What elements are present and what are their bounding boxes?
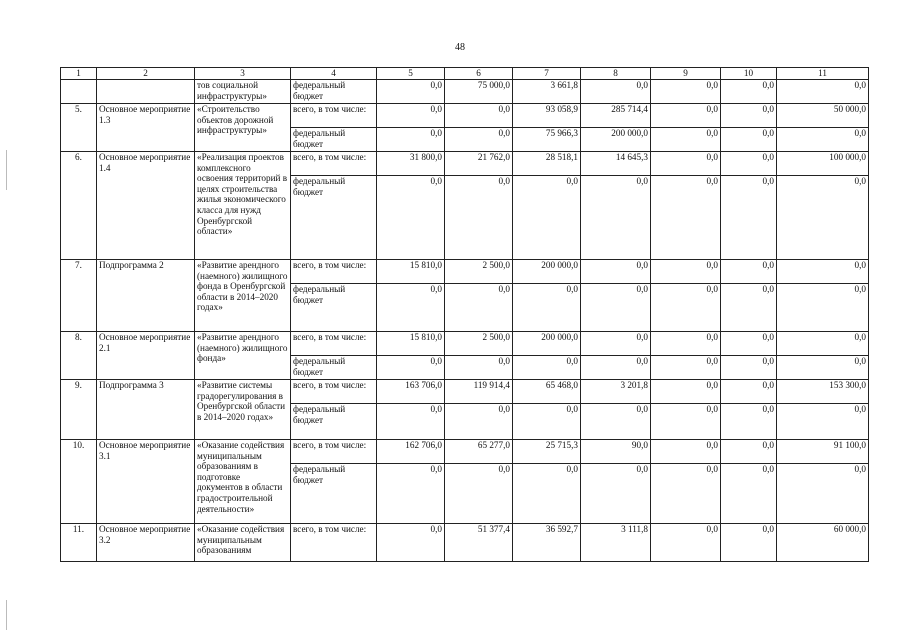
amount-cell: 0,0	[581, 404, 651, 440]
amount-cell: 0,0	[721, 284, 777, 332]
amount-cell: 0,0	[721, 152, 777, 176]
amount-cell: 0,0	[651, 152, 721, 176]
amount-cell: 0,0	[581, 464, 651, 524]
amount-cell: 0,0	[377, 404, 445, 440]
amount-cell: 0,0	[721, 356, 777, 380]
row-number: 6.	[61, 152, 97, 260]
amount-cell: 0,0	[651, 260, 721, 284]
column-header: 3	[195, 68, 291, 80]
amount-cell: 200 000,0	[581, 128, 651, 152]
amount-cell: 0,0	[651, 104, 721, 128]
amount-cell: 0,0	[777, 356, 869, 380]
amount-cell: 0,0	[445, 176, 513, 260]
amount-cell: 0,0	[445, 104, 513, 128]
funding-source: всего, в том числе:	[291, 260, 377, 284]
amount-cell: 0,0	[651, 524, 721, 562]
amount-cell: 2 500,0	[445, 260, 513, 284]
amount-cell: 50 000,0	[777, 104, 869, 128]
program-title: тов социальной инфраструктуры»	[195, 80, 291, 104]
amount-cell: 163 706,0	[377, 380, 445, 404]
table-row	[61, 332, 869, 356]
amount-cell: 0,0	[721, 524, 777, 562]
funding-source: всего, в том числе:	[291, 332, 377, 356]
program-name: Подпрограмма 3	[97, 380, 195, 440]
amount-cell: 200 000,0	[513, 260, 581, 284]
column-header: 4	[291, 68, 377, 80]
amount-cell: 0,0	[721, 464, 777, 524]
amount-cell: 119 914,4	[445, 380, 513, 404]
row-number: 7.	[61, 260, 97, 332]
amount-cell: 75 000,0	[445, 80, 513, 104]
amount-cell: 0,0	[651, 380, 721, 404]
amount-cell: 0,0	[777, 260, 869, 284]
amount-cell: 0,0	[581, 356, 651, 380]
column-header: 6	[445, 68, 513, 80]
amount-cell: 0,0	[777, 128, 869, 152]
page-number: 48	[455, 42, 465, 53]
amount-cell: 0,0	[721, 128, 777, 152]
table-row	[61, 152, 869, 176]
margin-mark	[6, 600, 7, 630]
table-row	[61, 440, 869, 464]
table-row	[61, 80, 869, 104]
funding-source: федеральный бюджет	[291, 356, 377, 380]
table-body	[61, 80, 869, 562]
amount-cell: 0,0	[777, 176, 869, 260]
amount-cell: 51 377,4	[445, 524, 513, 562]
amount-cell: 15 810,0	[377, 260, 445, 284]
row-number: 9.	[61, 380, 97, 440]
amount-cell: 0,0	[721, 404, 777, 440]
amount-cell: 0,0	[377, 128, 445, 152]
program-title: «Реализация проектов комплексного освоения территорий в целях строительства жилья экономического класса для нужд Оренбургской области»	[195, 152, 291, 260]
amount-cell: 0,0	[445, 404, 513, 440]
amount-cell: 0,0	[721, 104, 777, 128]
amount-cell: 91 100,0	[777, 440, 869, 464]
row-number	[61, 80, 97, 104]
program-title: «Оказание содействия муниципальным образованиям	[195, 524, 291, 562]
funding-source: всего, в том числе:	[291, 104, 377, 128]
amount-cell: 21 762,0	[445, 152, 513, 176]
amount-cell: 0,0	[513, 464, 581, 524]
amount-cell: 0,0	[721, 80, 777, 104]
amount-cell: 0,0	[513, 176, 581, 260]
table-row	[61, 380, 869, 404]
amount-cell: 0,0	[581, 260, 651, 284]
amount-cell: 0,0	[777, 332, 869, 356]
column-header: 11	[777, 68, 869, 80]
amount-cell: 3 111,8	[581, 524, 651, 562]
column-header: 1	[61, 68, 97, 80]
amount-cell: 14 645,3	[581, 152, 651, 176]
amount-cell: 0,0	[777, 404, 869, 440]
funding-source: всего, в том числе:	[291, 152, 377, 176]
funding-source: федеральный бюджет	[291, 176, 377, 260]
program-name: Основное мероприятие 1.3	[97, 104, 195, 152]
amount-cell: 0,0	[377, 80, 445, 104]
funding-source: федеральный бюджет	[291, 284, 377, 332]
amount-cell: 0,0	[513, 356, 581, 380]
funding-source: всего, в том числе:	[291, 440, 377, 464]
funding-source: федеральный бюджет	[291, 404, 377, 440]
amount-cell: 0,0	[581, 80, 651, 104]
program-title: «Развитие арендного (наемного) жилищного фонда в Оренбургской области в 2014–2020 годах»	[195, 260, 291, 332]
row-number: 10.	[61, 440, 97, 524]
program-name: Подпрограмма 2	[97, 260, 195, 332]
column-header: 2	[97, 68, 195, 80]
table-row	[61, 260, 869, 284]
amount-cell: 153 300,0	[777, 380, 869, 404]
funding-source: федеральный бюджет	[291, 80, 377, 104]
amount-cell: 31 800,0	[377, 152, 445, 176]
amount-cell: 0,0	[445, 284, 513, 332]
amount-cell: 36 592,7	[513, 524, 581, 562]
program-title: «Строительство объектов дорожной инфраструктуры»	[195, 104, 291, 152]
amount-cell: 0,0	[581, 332, 651, 356]
table-row	[61, 104, 869, 128]
funding-source: федеральный бюджет	[291, 464, 377, 524]
amount-cell: 90,0	[581, 440, 651, 464]
amount-cell: 0,0	[377, 524, 445, 562]
amount-cell: 0,0	[651, 464, 721, 524]
column-header: 10	[721, 68, 777, 80]
amount-cell: 0,0	[581, 176, 651, 260]
amount-cell: 0,0	[377, 104, 445, 128]
amount-cell: 2 500,0	[445, 332, 513, 356]
amount-cell: 60 000,0	[777, 524, 869, 562]
amount-cell: 25 715,3	[513, 440, 581, 464]
column-header: 7	[513, 68, 581, 80]
program-title: «Оказание содействия муниципальным образованиям в подготовке документов в области градостроительной деятельности»	[195, 440, 291, 524]
amount-cell: 0,0	[377, 284, 445, 332]
amount-cell: 0,0	[777, 80, 869, 104]
amount-cell: 75 966,3	[513, 128, 581, 152]
amount-cell: 0,0	[651, 176, 721, 260]
amount-cell: 0,0	[777, 464, 869, 524]
amount-cell: 100 000,0	[777, 152, 869, 176]
amount-cell: 200 000,0	[513, 332, 581, 356]
amount-cell: 28 518,1	[513, 152, 581, 176]
program-name: Основное мероприятие 3.2	[97, 524, 195, 562]
funding-source: федеральный бюджет	[291, 128, 377, 152]
funding-source: всего, в том числе:	[291, 380, 377, 404]
amount-cell: 0,0	[581, 284, 651, 332]
amount-cell: 0,0	[721, 440, 777, 464]
amount-cell: 0,0	[721, 176, 777, 260]
amount-cell: 0,0	[651, 404, 721, 440]
margin-mark	[6, 150, 7, 190]
amount-cell: 0,0	[445, 128, 513, 152]
amount-cell: 0,0	[377, 464, 445, 524]
amount-cell: 0,0	[777, 284, 869, 332]
column-header: 8	[581, 68, 651, 80]
amount-cell: 0,0	[651, 284, 721, 332]
amount-cell: 0,0	[651, 80, 721, 104]
amount-cell: 0,0	[651, 332, 721, 356]
row-number: 8.	[61, 332, 97, 380]
amount-cell: 0,0	[651, 128, 721, 152]
amount-cell: 0,0	[721, 260, 777, 284]
amount-cell: 0,0	[377, 356, 445, 380]
budget-table	[60, 67, 869, 562]
amount-cell: 0,0	[513, 404, 581, 440]
row-number: 11.	[61, 524, 97, 562]
amount-cell: 15 810,0	[377, 332, 445, 356]
amount-cell: 3 201,8	[581, 380, 651, 404]
amount-cell: 0,0	[445, 464, 513, 524]
amount-cell: 65 277,0	[445, 440, 513, 464]
program-title: «Развитие системы градорегулирования в Оренбургской области в 2014–2020 годах»	[195, 380, 291, 440]
amount-cell: 65 468,0	[513, 380, 581, 404]
program-title: «Развитие арендного (наемного) жилищного фонда»	[195, 332, 291, 380]
program-name: Основное мероприятие 2.1	[97, 332, 195, 380]
amount-cell: 0,0	[445, 356, 513, 380]
amount-cell: 93 058,9	[513, 104, 581, 128]
amount-cell: 0,0	[651, 440, 721, 464]
amount-cell: 285 714,4	[581, 104, 651, 128]
row-number: 5.	[61, 104, 97, 152]
amount-cell: 3 661,8	[513, 80, 581, 104]
amount-cell: 0,0	[377, 176, 445, 260]
column-header: 9	[651, 68, 721, 80]
table-row	[61, 524, 869, 562]
amount-cell: 0,0	[721, 380, 777, 404]
program-name: Основное мероприятие 3.1	[97, 440, 195, 524]
amount-cell: 0,0	[513, 284, 581, 332]
amount-cell: 0,0	[721, 332, 777, 356]
program-name: Основное мероприятие 1.4	[97, 152, 195, 260]
funding-source: всего, в том числе:	[291, 524, 377, 562]
header-row	[61, 68, 869, 80]
amount-cell: 162 706,0	[377, 440, 445, 464]
amount-cell: 0,0	[651, 356, 721, 380]
program-name	[97, 80, 195, 104]
column-header: 5	[377, 68, 445, 80]
